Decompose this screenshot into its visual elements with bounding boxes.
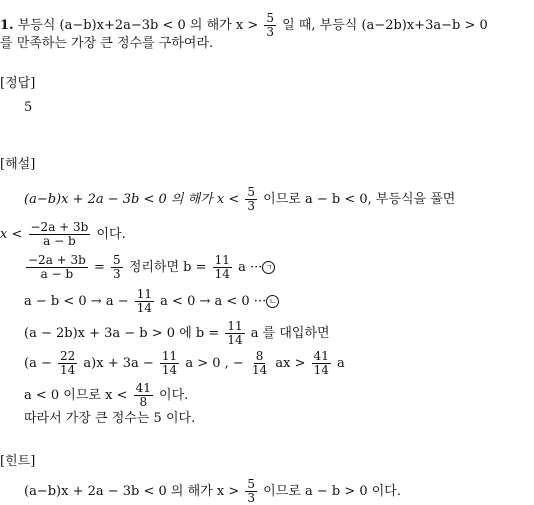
solution-step-4: a − b < 0 → a − $\frac{11}{14}$ a < 0 → a < 0 ··· ㄴ — [24, 288, 279, 315]
problem-number: 1. — [0, 18, 14, 33]
fraction: $\frac{11}{14}$ — [136, 287, 153, 315]
fraction: $\frac{41}{8}$ — [135, 381, 151, 409]
problem-line-1 — [0, 12, 488, 39]
solution-step-7: a < 0 이므로 x < $\frac{41}{8}$ 이다. — [24, 381, 189, 409]
fraction: $\frac{22}{14}$ — [60, 349, 76, 377]
fraction: $\frac{5}{3}$ — [266, 11, 275, 39]
fraction: $\frac{8}{14}$ — [251, 349, 268, 377]
hint-label: [힌트] — [0, 454, 36, 469]
fraction: $\frac{-2a + 3b}{a - b}$ — [28, 253, 86, 281]
solution-step-5: (a − 2b)x + 3a − b > 0 에 b = $\frac{11}{14}$ a 를 대입하면 — [24, 319, 330, 347]
circled-marker-1: ㄱ — [262, 261, 275, 274]
solution-conclusion: 따라서 가장 큰 정수는 5 이다. — [24, 411, 196, 426]
circled-marker-2: ㄴ — [266, 295, 279, 308]
fraction: $\frac{11}{14}$ — [227, 319, 243, 347]
solution-step-6: (a − $\frac{22}{14}$ a)x + 3a − $\frac{11}{14}$ a > 0 , − $\frac{8}{14}$ ax > $\frac{41}{14}$ a — [24, 349, 345, 377]
answer-label: [정답] — [0, 76, 36, 91]
fraction: $\frac{-2a + 3b}{a - b}$ — [30, 220, 89, 248]
hint-line-1: (a−b)x + 2a − 3b < 0 의 해가 x > $\frac{5}{3}$ 이므로 a − b > 0 이다. — [24, 477, 402, 505]
solution-step-1: (a−b)x + 2a − 3b < 0 의 해가 x < $\frac{5}{3}$ 이므로 a − b < 0, 부등식을 풀면 — [24, 185, 456, 213]
fraction: $\frac{5}{3}$ — [113, 253, 121, 281]
fraction: $\frac{5}{3}$ — [247, 477, 256, 505]
problem-text-a: 부등식 (a−b)x+2a−3b < 0 의 해가 x > — [17, 18, 259, 33]
fraction: $\frac{11}{14}$ — [161, 349, 178, 377]
solution-label: [해설] — [0, 157, 36, 172]
problem-text-b: 일 때, 부등식 (a−2b)x+3a−b > 0 — [282, 18, 488, 33]
solution-step-3: $\frac{-2a + 3b}{a - b}$ = $\frac{5}{3}$ 정리하면 b = $\frac{11}{14}$ a ··· ㄱ — [24, 254, 275, 281]
problem-line-2: 를 만족하는 가장 큰 정수를 구하여라. — [0, 36, 214, 51]
fraction: $\frac{5}{3}$ — [247, 185, 256, 213]
fraction: $\frac{11}{14}$ — [214, 253, 230, 281]
solution-step-2: x < $\frac{-2a + 3b}{a - b}$ 이다. — [0, 220, 126, 248]
answer-value: 5 — [24, 100, 33, 115]
fraction: $\frac{41}{14}$ — [313, 349, 329, 377]
